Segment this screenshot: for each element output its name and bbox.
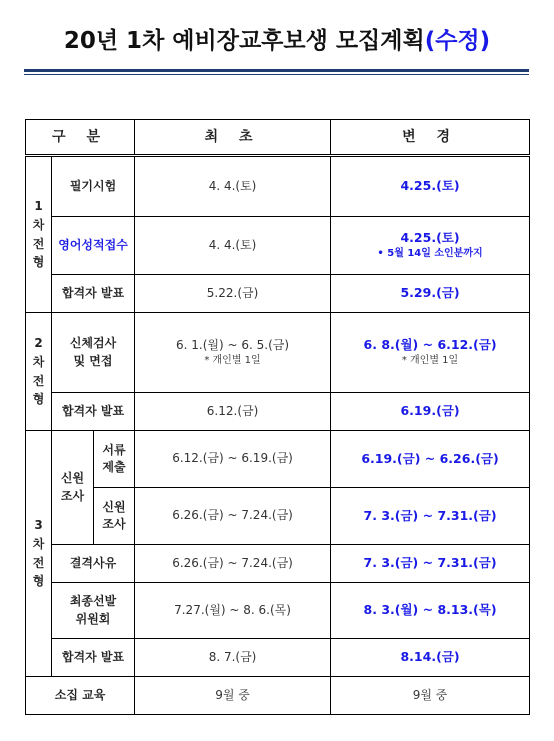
- table-row: [26, 431, 530, 488]
- stage3-documents-changed: 6.19.(금) ~ 6.26.(금): [331, 431, 530, 488]
- stage1-item-english: 영어성적접수: [52, 217, 135, 275]
- stage1-item-written: 필기시험: [52, 156, 135, 217]
- stage3-committee-original: 7.27.(월) ~ 8. 6.(목): [135, 583, 331, 639]
- schedule-table: [25, 119, 530, 715]
- stage3-disqualify-original: 6.26.(금) ~ 7.24.(금): [135, 545, 331, 583]
- stage3-item-announce: 합격자 발표: [52, 639, 135, 677]
- stage1-written-original: 4. 4.(토): [135, 156, 331, 217]
- title-rule-thin: [24, 74, 529, 75]
- stage1-written-changed: 4.25.(토): [331, 156, 530, 217]
- table-row: [26, 545, 530, 583]
- stage3-sub-documents: 서류 제출: [94, 431, 135, 488]
- stage1-item-announce: 합격자 발표: [52, 275, 135, 313]
- stage1-english-note: • 5월 14일 소인분까지: [377, 248, 483, 260]
- stage2-item-announce: 합격자 발표: [52, 393, 135, 431]
- table-row: [26, 488, 530, 545]
- title-main: 20년 1차 예비장교후보생 모집계획: [63, 28, 425, 54]
- stage1-label: 1 차 전 형: [26, 156, 52, 313]
- table-row: [26, 393, 530, 431]
- header-changed: 변 경: [331, 120, 530, 156]
- training-item: 소집 교육: [26, 677, 135, 715]
- stage2-exam-original-note: * 개인별 1일: [204, 354, 261, 366]
- table-row: [26, 217, 530, 275]
- stage3-sub-check: 신원 조사: [94, 488, 135, 545]
- stage3-committee-changed: 8. 3.(월) ~ 8.13.(목): [331, 583, 530, 639]
- stage2-announce-changed: 6.19.(금): [331, 393, 530, 431]
- stage3-check-original: 6.26.(금) ~ 7.24.(금): [135, 488, 331, 545]
- page-title: [0, 22, 554, 55]
- stage2-label: 2 차 전 형: [26, 313, 52, 431]
- stage1-english-original: 4. 4.(토): [135, 217, 331, 275]
- stage3-check-changed: 7. 3.(금) ~ 7.31.(금): [331, 488, 530, 545]
- stage3-announce-original: 8. 7.(금): [135, 639, 331, 677]
- stage2-exam-original: 6. 1.(월) ~ 6. 5.(금) * 개인별 1일: [135, 313, 331, 393]
- table-row: [26, 677, 530, 715]
- table-header-row: [26, 120, 530, 156]
- stage3-announce-changed: 8.14.(금): [331, 639, 530, 677]
- table-row: [26, 583, 530, 639]
- stage3-documents-original: 6.12.(금) ~ 6.19.(금): [135, 431, 331, 488]
- stage2-exam-changed-note: * 개인별 1일: [401, 355, 459, 367]
- table-row: [26, 639, 530, 677]
- stage1-announce-changed: 5.29.(금): [331, 275, 530, 313]
- stage3-label: 3 차 전 형: [26, 431, 52, 677]
- title-rule-thick: [24, 69, 529, 72]
- stage1-english-changed: 4.25.(토) • 5월 14일 소인분까지: [331, 217, 530, 275]
- stage3-disqualify-changed: 7. 3.(금) ~ 7.31.(금): [331, 545, 530, 583]
- stage3-item-committee: 최종선발 위원회: [52, 583, 135, 639]
- stage1-announce-original: 5.22.(금): [135, 275, 331, 313]
- stage2-exam-changed: 6. 8.(월) ~ 6.12.(금) * 개인별 1일: [331, 313, 530, 393]
- stage3-group-background: 신원 조사: [52, 431, 94, 545]
- stage2-item-exam: 신체검사 및 면접: [52, 313, 135, 393]
- title-revised: (수정): [424, 28, 491, 54]
- header-original: 최 초: [135, 120, 331, 156]
- training-original: 9월 중: [135, 677, 331, 715]
- stage2-announce-original: 6.12.(금): [135, 393, 331, 431]
- table-row: [26, 313, 530, 393]
- training-changed: 9월 중: [331, 677, 530, 715]
- table-row: [26, 156, 530, 217]
- header-category: 구 분: [26, 120, 135, 156]
- stage3-item-disqualify: 결격사유: [52, 545, 135, 583]
- table-row: [26, 275, 530, 313]
